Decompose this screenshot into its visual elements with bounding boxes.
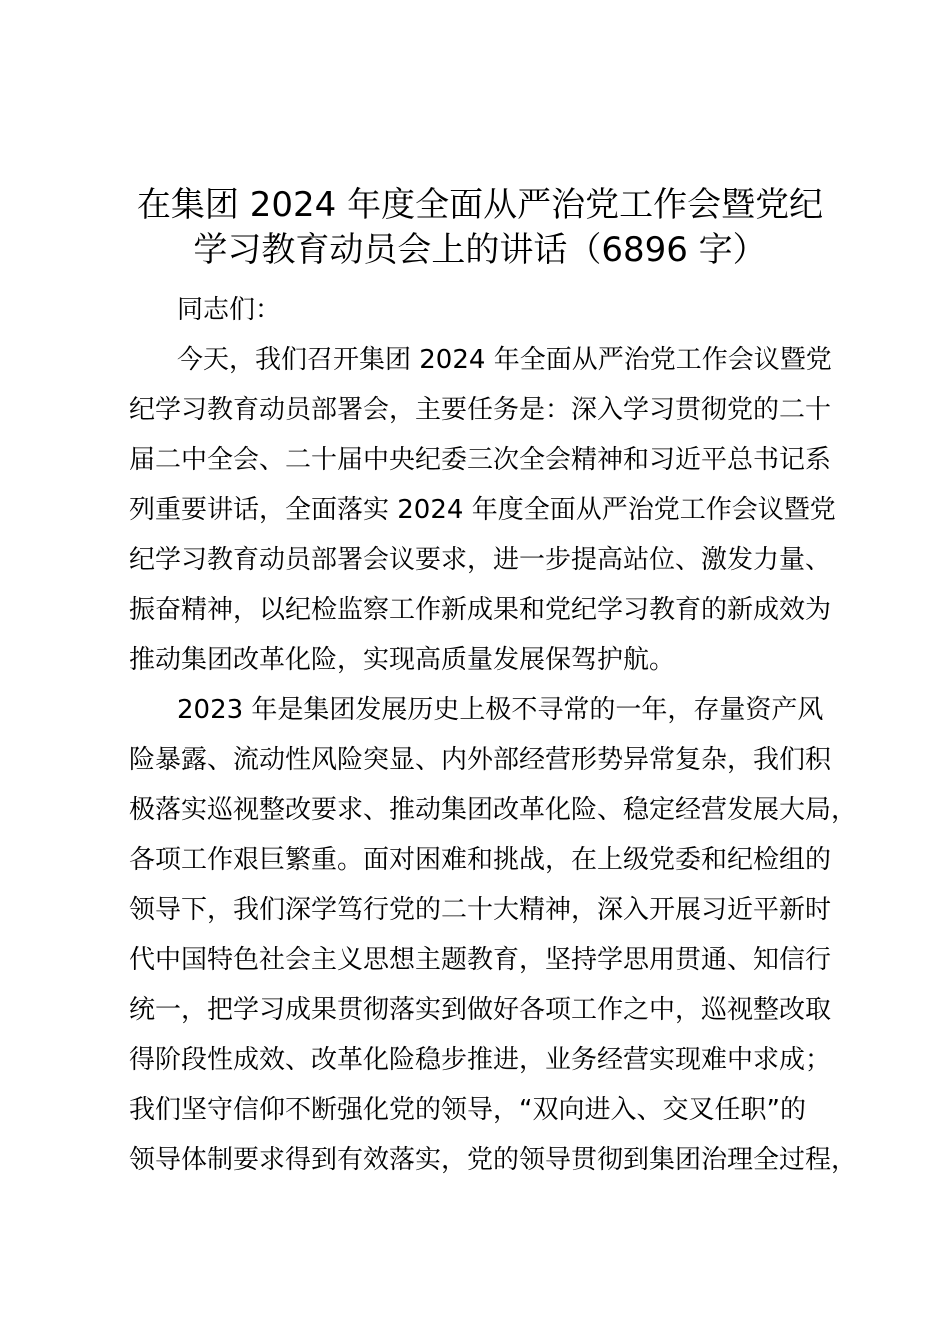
- paragraph-line: 纪学习教育动员部署会，主要任务是：深入学习贯彻党的二十: [129, 395, 832, 425]
- paragraph-line: 险暴露、流动性风险突显、内外部经营形势异常复杂，我们积: [129, 745, 832, 775]
- paragraph-line: 代中国特色社会主义思想主题教育，坚持学思用贯通、知信行: [129, 945, 832, 975]
- paragraph-line: 纪学习教育动员部署会议要求，进一步提高站位、激发力量、: [129, 545, 832, 575]
- paragraph-line: 极落实巡视整改要求、推动集团改革化险、稳定经营发展大局，: [129, 795, 858, 825]
- paragraph-line: 我们坚守信仰不断强化党的领导，“双向进入、交叉任职”的: [129, 1095, 806, 1125]
- paragraph-line: 今天，我们召开集团 2024 年全面从严治党工作会议暨党: [177, 345, 832, 375]
- document-body: [129, 285, 869, 1185]
- paragraph-line: 各项工作艰巨繁重。面对困难和挑战，在上级党委和纪检组的: [129, 845, 832, 875]
- paragraph-line: 领导下，我们深学笃行党的二十大精神，深入开展习近平新时: [129, 895, 832, 925]
- title-line: 在集团 2024 年度全面从严治党工作会暨党纪: [136, 185, 824, 225]
- paragraph-line: 领导体制要求得到有效落实，党的领导贯彻到集团治理全过程，: [129, 1145, 858, 1175]
- paragraph-line: 统一，把学习成果贯彻落实到做好各项工作之中，巡视整改取: [129, 995, 832, 1025]
- document-title: [120, 183, 840, 273]
- salutation: 同志们：: [177, 295, 282, 325]
- paragraph-line: 2023 年是集团发展历史上极不寻常的一年，存量资产风: [177, 695, 824, 725]
- paragraph-line: 得阶段性成效、改革化险稳步推进，业务经营实现难中求成；: [129, 1045, 832, 1075]
- paragraph-line: 届二中全会、二十届中央纪委三次全会精神和习近平总书记系: [129, 445, 832, 475]
- title-line: 学习教育动员会上的讲话（6896 字）: [193, 230, 767, 270]
- paragraph-line: 推动集团改革化险，实现高质量发展保驾护航。: [129, 645, 676, 675]
- paragraph-line: 列重要讲话，全面落实 2024 年度全面从严治党工作会议暨党: [129, 495, 836, 525]
- paragraph-line: 振奋精神，以纪检监察工作新成果和党纪学习教育的新成效为: [129, 595, 832, 625]
